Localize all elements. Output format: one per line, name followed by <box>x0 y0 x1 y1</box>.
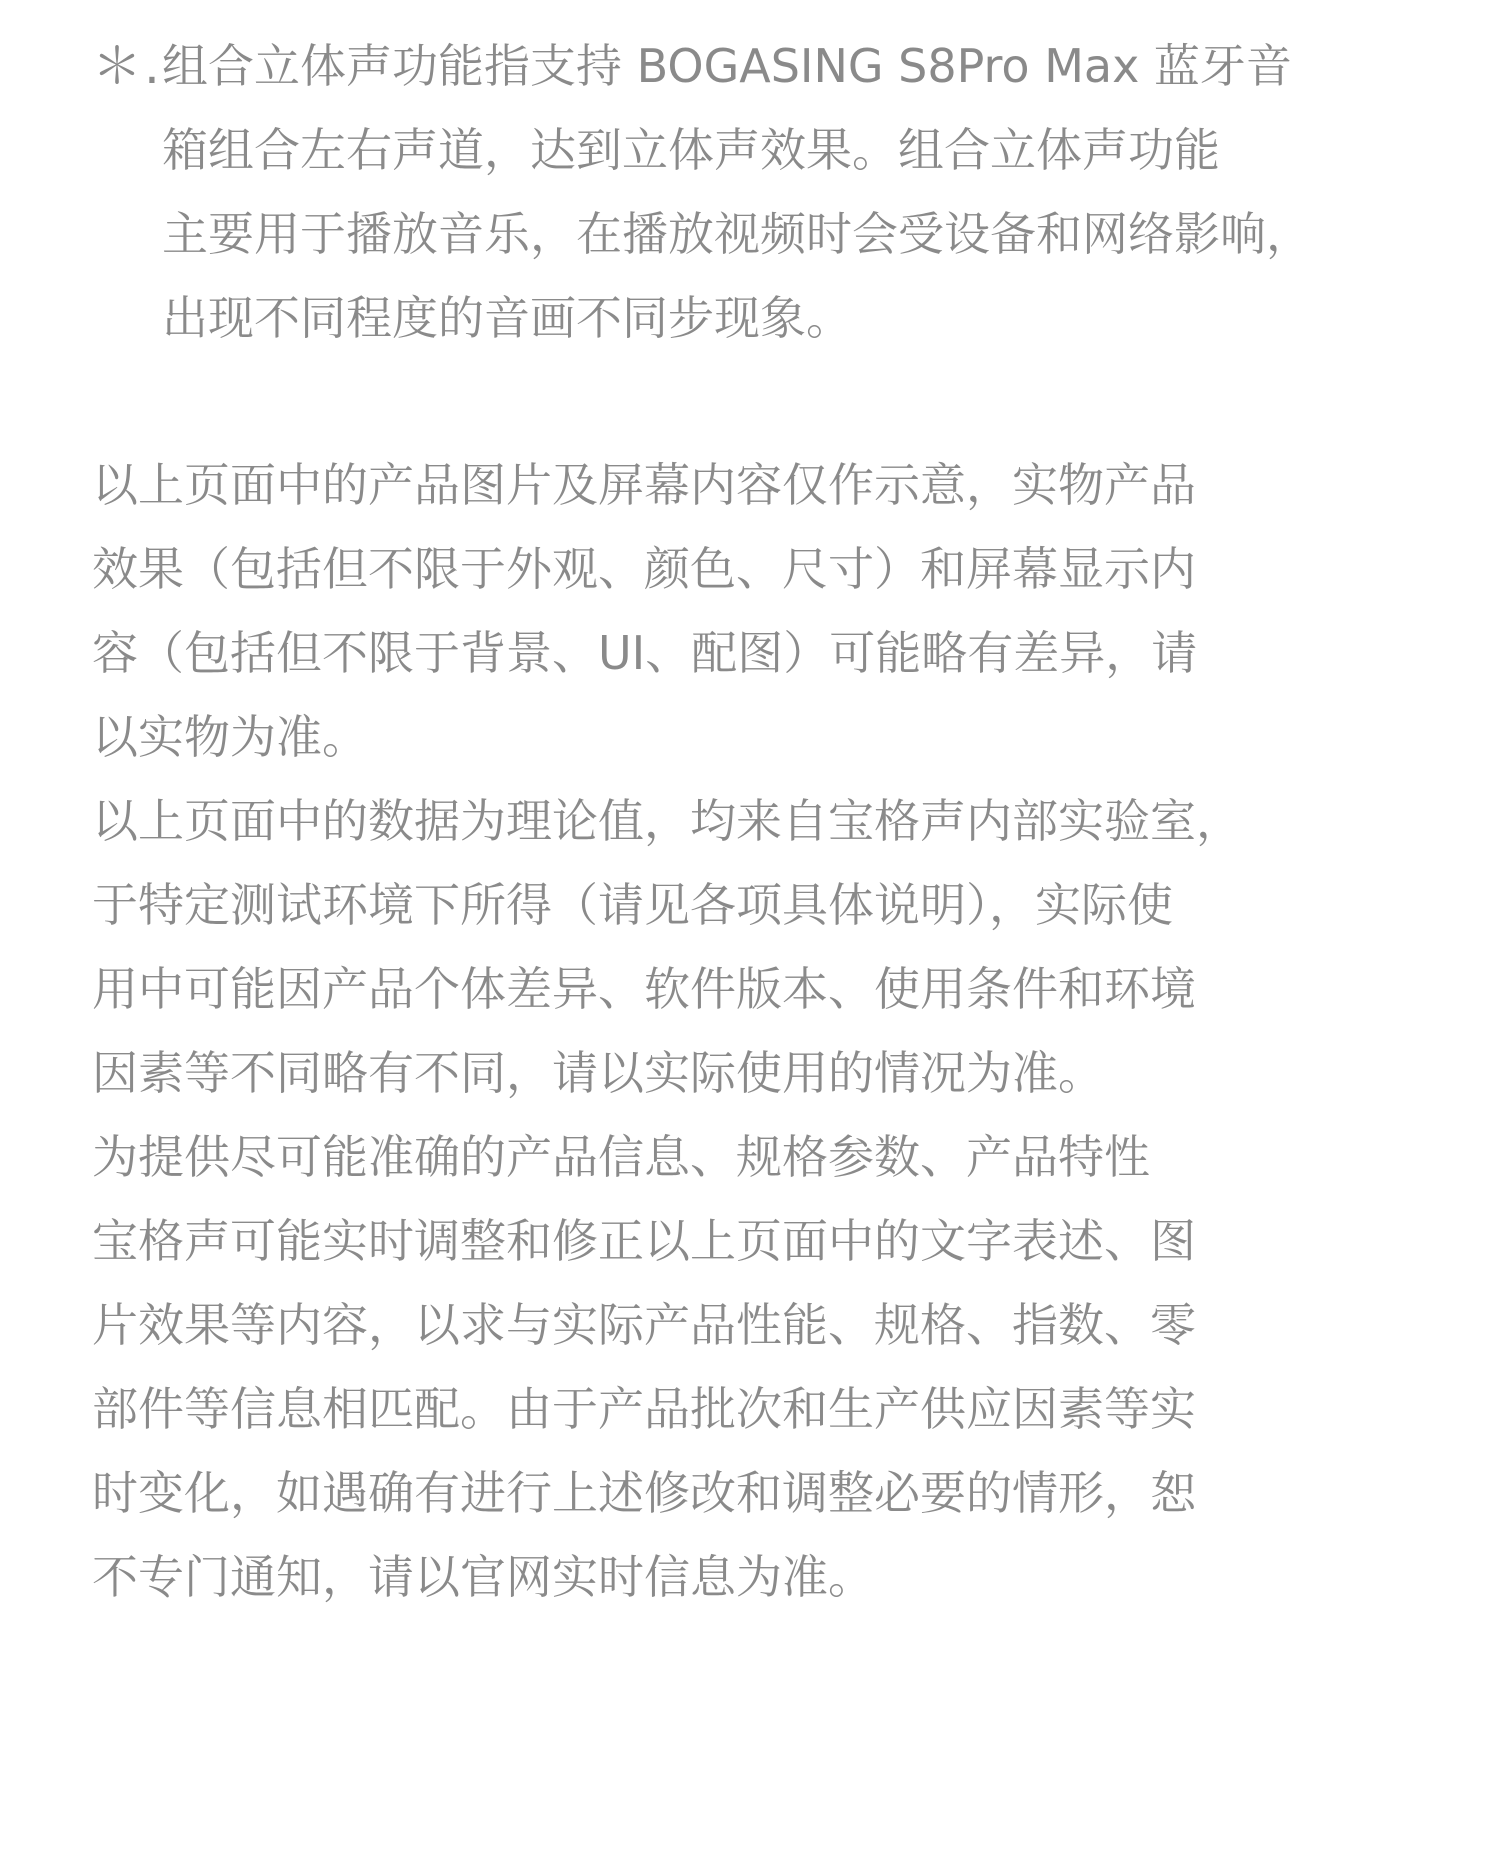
footnote-line: 箱组合左右声道，达到立体声效果。组合立体声功能 <box>162 123 1220 177</box>
disclaimer-line: 不专门通知，请以官网实时信息为准。 <box>92 1550 874 1604</box>
disclaimer-paragraph-updates <box>92 1115 1472 1619</box>
disclaimer-line: 效果（包括但不限于外观、颜色、尺寸）和屏幕显示内 <box>92 542 1196 596</box>
disclaimer-line: 片效果等内容，以求与实际产品性能、规格、指数、零 <box>92 1298 1196 1352</box>
disclaimer-paragraph-data <box>92 779 1472 1115</box>
footnote-body <box>162 24 1472 360</box>
disclaimer-line: 容（包括但不限于背景、UI、配图）可能略有差异，请 <box>92 626 1198 680</box>
disclaimer-line: 于特定测试环境下所得（请见各项具体说明），实际使 <box>92 878 1173 932</box>
disclaimer-line: 用中可能因产品个体差异、软件版本、使用条件和环境 <box>92 962 1196 1016</box>
disclaimer-line: 因素等不同略有不同，请以实际使用的情况为准。 <box>92 1046 1104 1100</box>
footnote-marker: ＊. <box>92 37 162 95</box>
disclaimer-line: 宝格声可能实时调整和修正以上页面中的文字表述、图 <box>92 1214 1196 1268</box>
disclaimer-line: 以实物为准。 <box>92 710 368 764</box>
stereo-footnote <box>92 24 1472 360</box>
footnote-line: 主要用于播放音乐，在播放视频时会受设备和网络影响， <box>162 207 1312 261</box>
disclaimer-line: 为提供尽可能准确的产品信息、规格参数、产品特性 <box>92 1130 1150 1184</box>
disclaimer-line: 以上页面中的数据为理论值，均来自宝格声内部实验室， <box>92 794 1242 848</box>
disclaimer-line: 时变化，如遇确有进行上述修改和调整必要的情形，恕 <box>92 1466 1196 1520</box>
footnote-line: 组合立体声功能指支持 BOGASING S8Pro Max 蓝牙音 <box>162 39 1292 93</box>
footnote-line: 出现不同程度的音画不同步现象。 <box>162 291 852 345</box>
disclaimer-paragraph-image <box>92 443 1472 779</box>
disclaimer-line: 以上页面中的产品图片及屏幕内容仅作示意，实物产品 <box>92 458 1196 512</box>
disclaimer-line: 部件等信息相匹配。由于产品批次和生产供应因素等实 <box>92 1382 1196 1436</box>
disclaimer-text <box>92 443 1472 1619</box>
